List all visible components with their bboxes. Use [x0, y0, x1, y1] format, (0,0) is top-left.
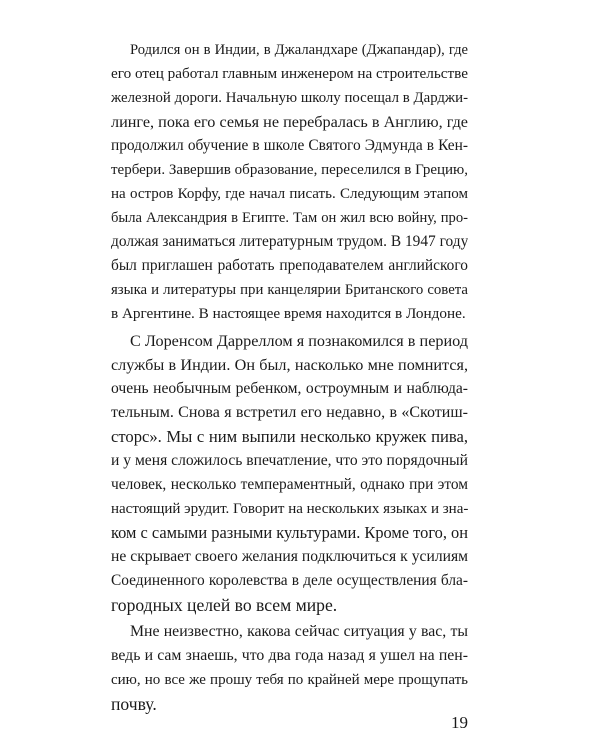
paragraph-1-line-10: был приглашен работать преподавателем английского	[111, 257, 468, 274]
paragraph-2-line-3: очень необычным ребенком, остроумным и наблюда-	[111, 380, 468, 397]
paragraph-2-line-12: городных целей во всем мире.	[111, 595, 338, 615]
paragraph-2-line-8: настоящий эрудит. Говорит на нескольких языках и зна-	[111, 501, 468, 517]
paragraph-2-line-2: службы в Индии. Он был, насколько мне помнится,	[111, 356, 468, 374]
paragraph-1-line-6: тербери. Завершив образование, переселился в Грецию,	[111, 162, 468, 178]
paragraph-1-line-8: была Александрия в Египте. Там он жил всю войну, про-	[111, 210, 468, 226]
page-number: 19	[451, 713, 468, 732]
paragraph-2-line-9: ком с самыми разными культурами. Кроме того, он	[111, 523, 468, 542]
paragraph-1-line-9: должая заниматься литературным трудом. В 1947 году	[111, 233, 468, 250]
paragraph-1-line-2: его отец работал главным инженером на строительстве	[111, 65, 468, 82]
paragraph-2-line-10: не скрывает своего желания подключиться к усилиям	[111, 548, 468, 565]
paragraph-1-line-1: Родился он в Индии, в Джаландхаре (Джапандар), где	[130, 42, 468, 58]
paragraph-2-line-4: тельным. Снова я встретил его недавно, в «Скотиш-	[111, 404, 468, 421]
paragraph-1-line-3: железной дороги. Начальную школу посещал в Дарджи-	[111, 90, 468, 106]
paragraph-3-line-4: почву.	[111, 694, 157, 714]
paragraph-1-line-12: в Аргентине. В настоящее время находится в Лондоне.	[111, 305, 466, 322]
paragraph-3-line-3: сию, но все же прошу тебя по крайней мере прощупать	[111, 672, 468, 688]
paragraph-2-line-5: сторс». Мы с ним выпили несколько кружек пива,	[111, 427, 468, 446]
paragraph-2-line-11: Соединенного королевства в деле осуществления бла-	[111, 572, 468, 589]
paragraph-1-line-11: языка и литературы при канцелярии Британского совета	[111, 282, 468, 298]
paragraph-1-line-7: на остров Корфу, где начал писать. Следующим этапом	[111, 186, 468, 202]
paragraph-2-line-7: человек, несколько темпераментный, однако при этом	[111, 476, 468, 493]
paragraph-1-line-5: продолжил обучение в школе Святого Эдмунда в Кен-	[111, 137, 468, 154]
paragraph-3-line-1: Мне неизвестно, какова сейчас ситуация у вас, ты	[130, 623, 468, 640]
paragraph-3-line-2: ведь и сам знаешь, что два года назад я ушел на пен-	[111, 647, 468, 664]
paragraph-2-line-6: и у меня сложилось впечатление, что это порядочный	[111, 452, 468, 469]
paragraph-1-line-4: линге, пока его семья не перебралась в Англию, где	[111, 113, 468, 131]
paragraph-2-line-1: С Лоренсом Дарреллом я познакомился в период	[130, 332, 468, 350]
